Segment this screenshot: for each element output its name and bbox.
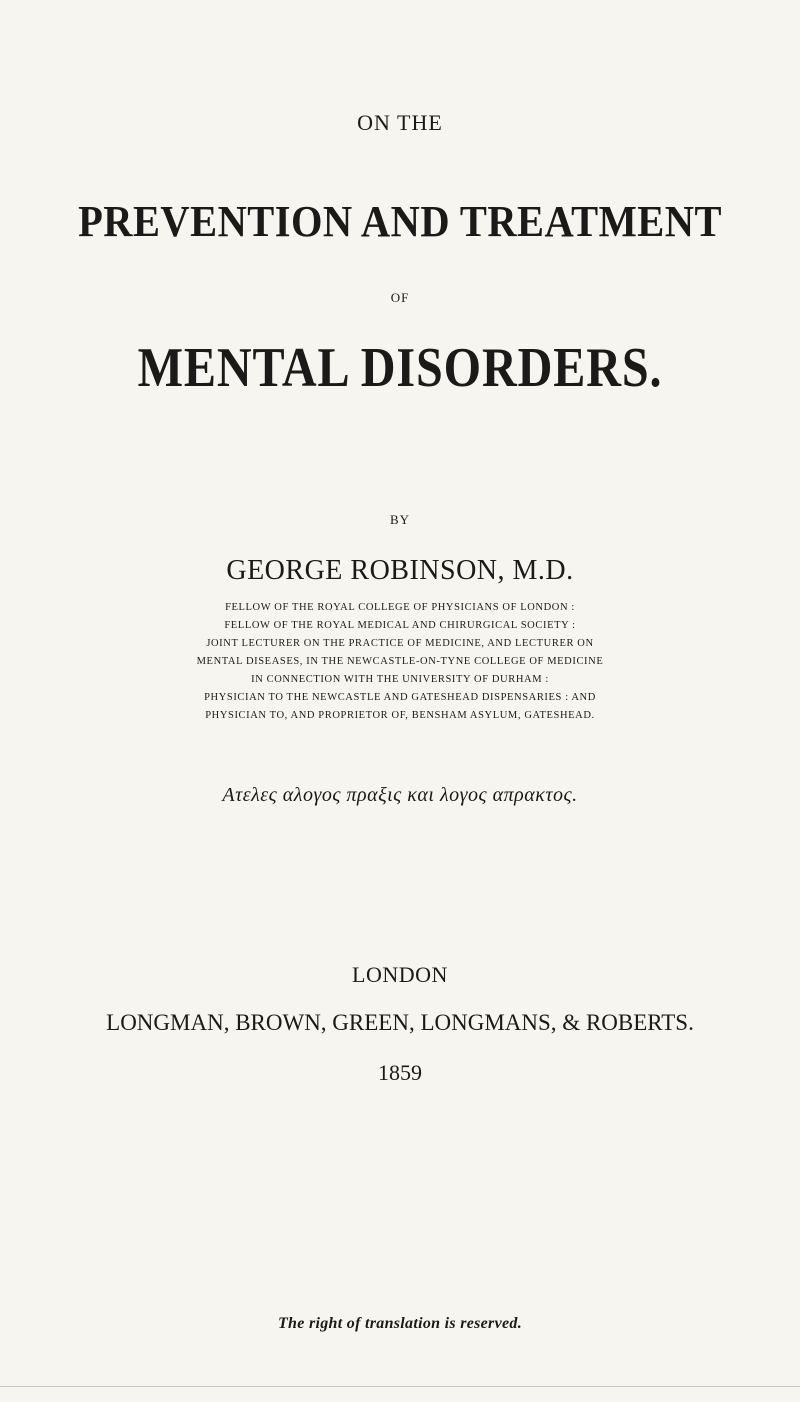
page-edge-divider	[0, 1386, 800, 1387]
credential-line: IN CONNECTION WITH THE UNIVERSITY OF DURHAM :	[251, 674, 549, 685]
publisher-name: LONGMAN, BROWN, GREEN, LONGMANS, & ROBERTS.	[106, 1010, 694, 1035]
title-line-2: MENTAL DISORDERS.	[137, 337, 663, 399]
credential-line: PHYSICIAN TO, AND PROPRIETOR OF, BENSHAM ASYLUM, GATESHEAD.	[205, 710, 595, 721]
publication-year: 1859	[378, 1060, 422, 1085]
credential-line: FELLOW OF THE ROYAL COLLEGE OF PHYSICIANS OF LONDON :	[225, 602, 575, 613]
credential-line: MENTAL DISEASES, IN THE NEWCASTLE-ON-TYNE COLLEGE OF MEDICINE	[196, 656, 604, 667]
title-line-1: PREVENTION AND TREATMENT	[78, 197, 722, 246]
imprint-city: LONDON	[352, 962, 448, 987]
credential-line: JOINT LECTURER ON THE PRACTICE OF MEDICINE, AND LECTURER ON	[206, 638, 594, 649]
pre-title: ON THE	[357, 110, 443, 135]
credential-line: PHYSICIAN TO THE NEWCASTLE AND GATESHEAD DISPENSARIES : AND	[204, 692, 596, 703]
by-line: BY	[389, 512, 411, 527]
rights-notice: The right of translation is reserved.	[277, 1315, 522, 1332]
author-name: GEORGE ROBINSON, M.D.	[226, 555, 574, 586]
credential-line: FELLOW OF THE ROYAL MEDICAL AND CHIRURGICAL SOCIETY :	[224, 620, 576, 631]
title-connector: OF	[390, 290, 410, 305]
epigraph: Ατελες αλογος πραξις και λογος απρακτος.	[222, 784, 578, 806]
